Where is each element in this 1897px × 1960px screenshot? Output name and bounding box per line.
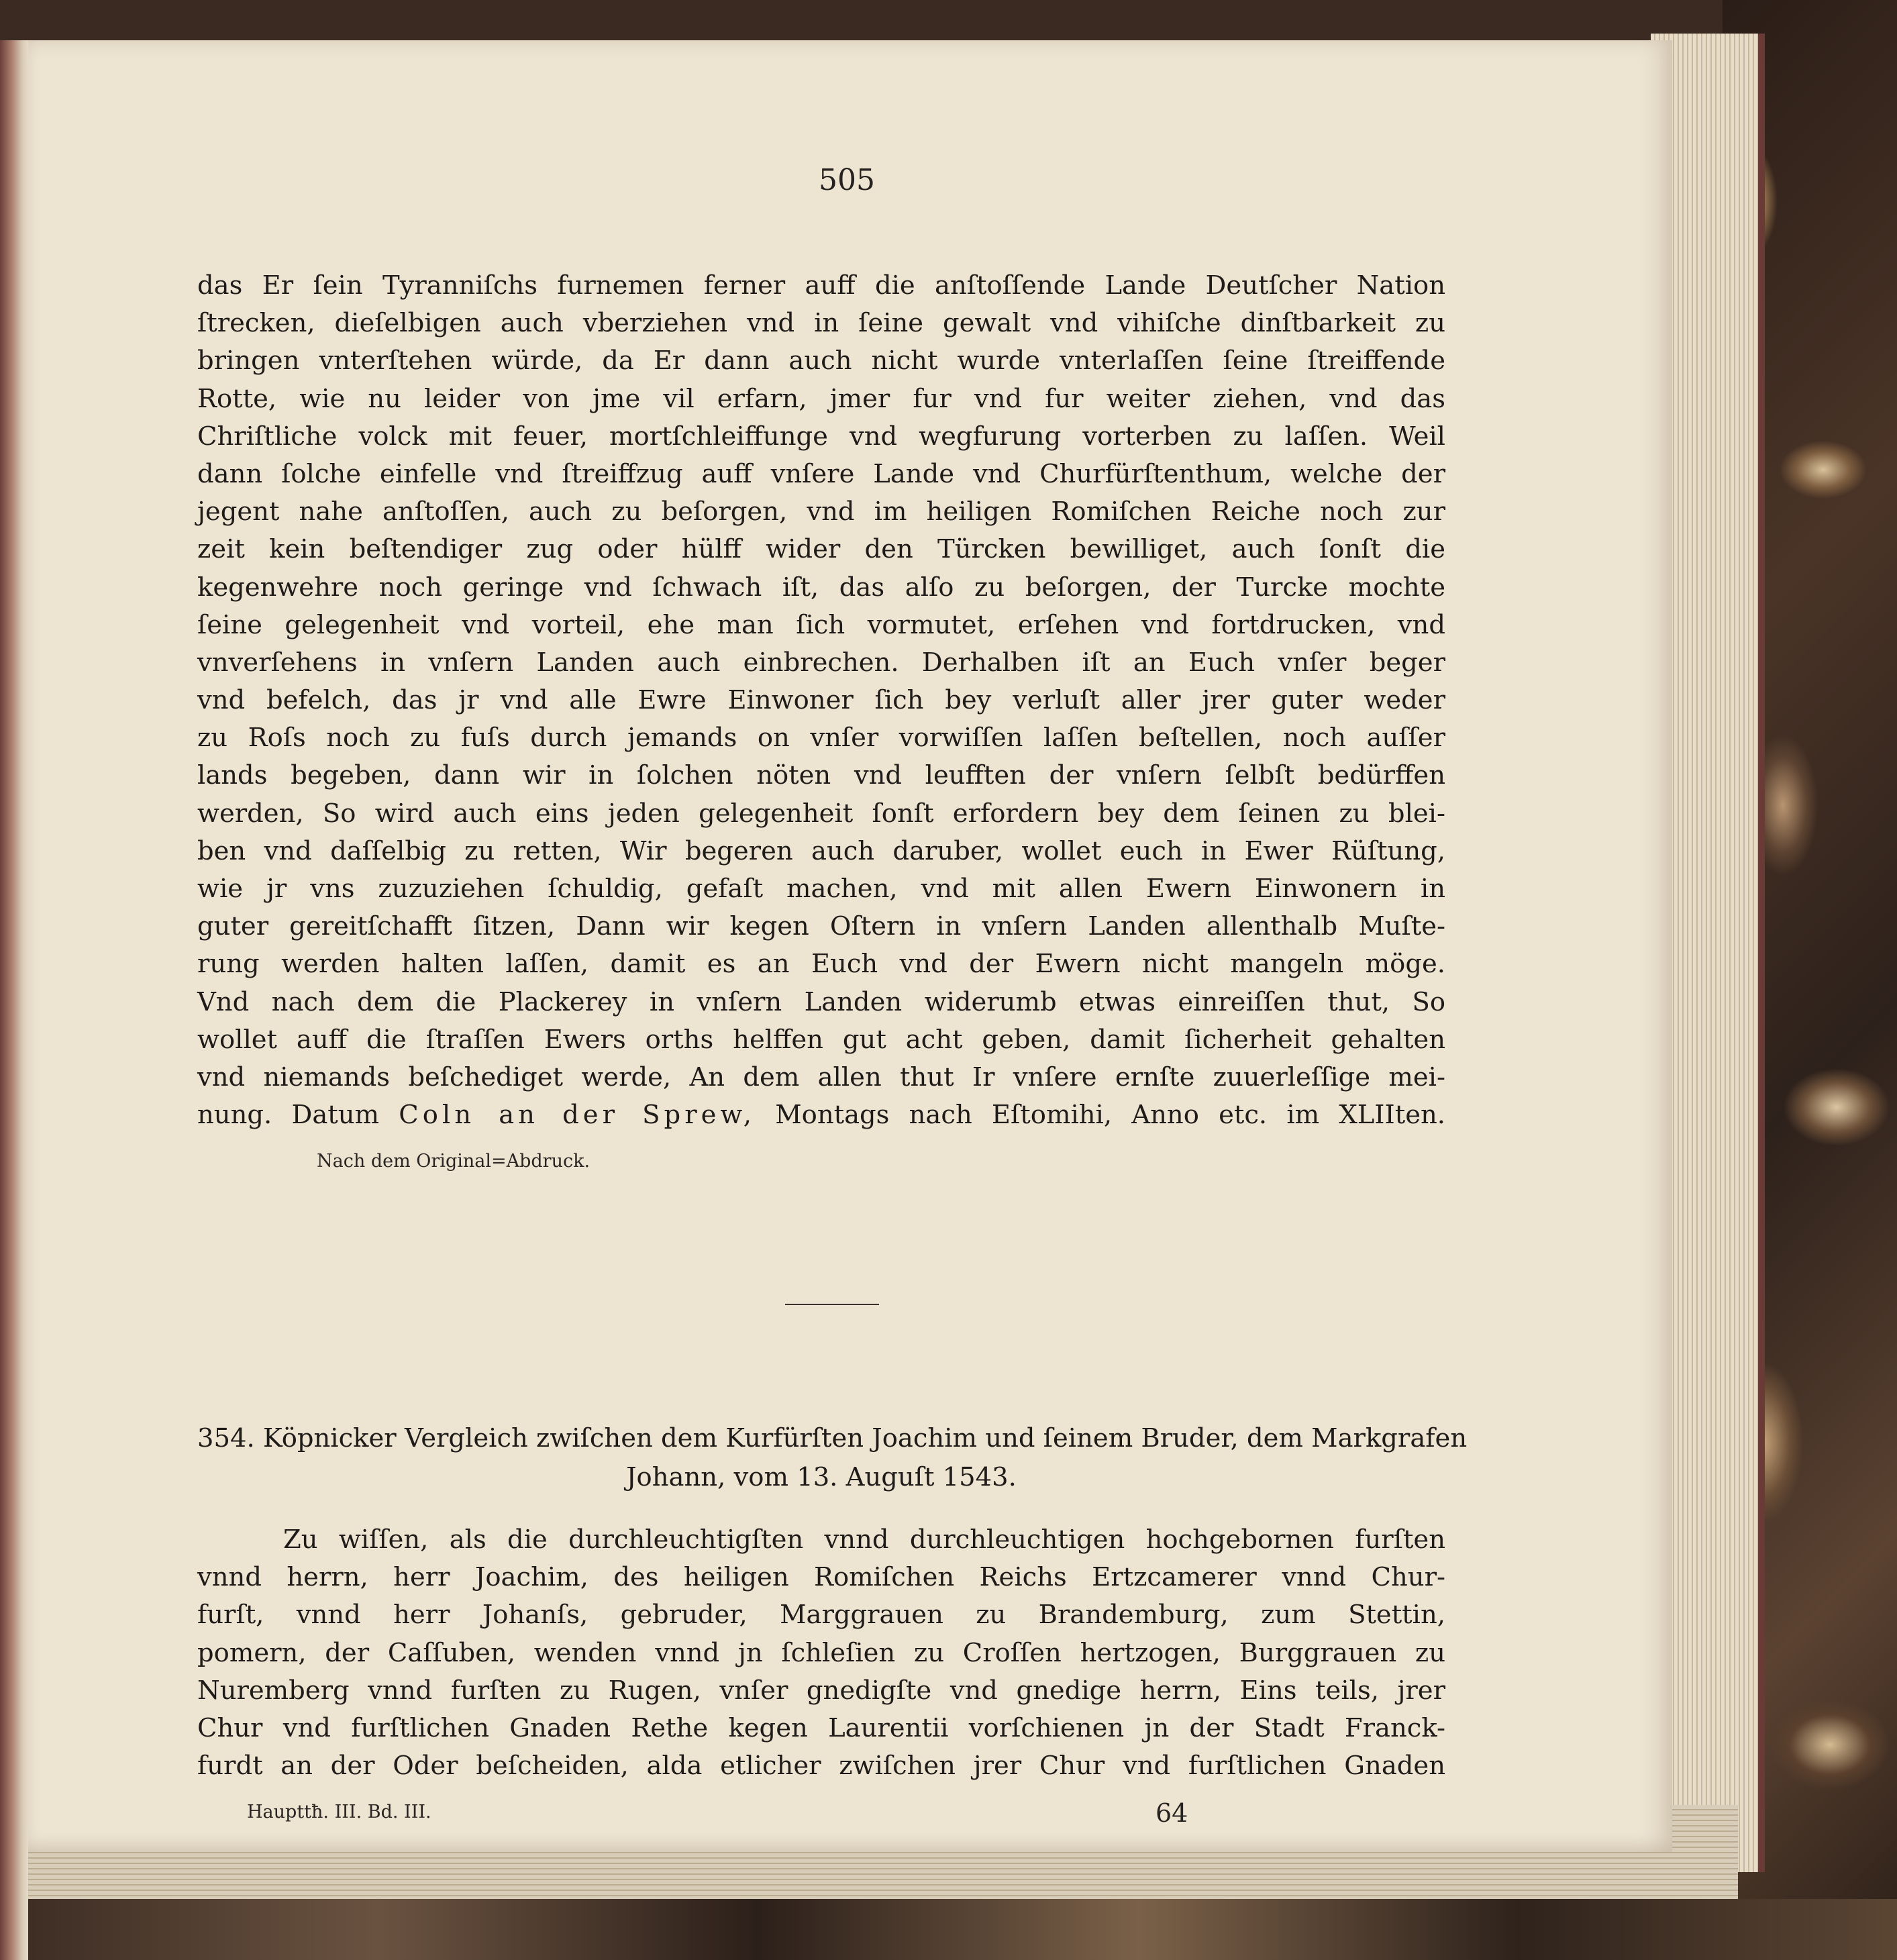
page-number: 505: [819, 163, 875, 197]
text-line: jegent nahe anſtoſſen, auch zu beſorgen, vnd im heiligen Romiſchen Reiche noch zur: [197, 497, 1445, 527]
paragraph-new-document: [197, 1521, 1445, 1785]
place-spaced: Coln an der Sprew,: [399, 1100, 756, 1131]
text-line: ben vnd daſſelbig zu retten, Wir begeren auch daruber, wollet euch in Ewer Rüſtung,: [197, 835, 1445, 866]
binding-edge: [0, 40, 28, 1960]
text-line: bringen vnterſtehen würde, da Er dann auch nicht wurde vnterlaſſen ſeine ſtreiffende: [197, 346, 1445, 376]
text-line: lands begeben, dann wir in ſolchen nöten vnd leufften der vnſern ſelbſt bedürffen: [197, 760, 1445, 791]
text-line-last: [197, 1096, 1445, 1134]
paragraph-continued: [197, 267, 1445, 1134]
section-separator: [785, 1304, 879, 1305]
document-heading: [197, 1419, 1468, 1497]
marbled-cover-bottom: [0, 1899, 1897, 1960]
heading-line-1: 354. Köpnicker Vergleich zwiſchen dem Kurfürſten Joachim und ſeinem Bruder, dem Markgrafen: [197, 1423, 1468, 1453]
footer-sheet-number: 64: [1156, 1798, 1188, 1828]
text-line: vnd niemands beſchediget werde, An dem allen thut Ir vnſere ernſte zuuerleſſige mei-: [197, 1062, 1445, 1092]
text-line: Nuremberg vnnd furſten zu Rugen, vnſer gnedigſte vnd gnedige herrn, Eins teils, jrer: [197, 1675, 1445, 1706]
last-line-start: nung. Datum: [197, 1100, 380, 1131]
text-line: Rotte, wie nu leider von jme vil erfarn, jmer fur vnd fur weiter ziehen, vnd das: [197, 383, 1445, 414]
text-line: wie jr vns zuzuziehen ſchuldig, gefaſt machen, vnd mit allen Ewern Einwonern in: [197, 874, 1445, 904]
text-line: rung werden halten laſſen, damit es an Euch vnd der Ewern nicht mangeln möge.: [197, 949, 1445, 980]
source-note: Nach dem Original=Abdruck.: [317, 1151, 591, 1172]
text-line: werden, So wird auch eins jeden gelegenheit ſonſt erfordern bey dem ſeinen zu blei-: [197, 798, 1445, 829]
text-line: kegenwehre noch geringe vnd ſchwach iſt, das alſo zu beſorgen, der Turcke mochte: [197, 572, 1445, 603]
text-line: ſeine gelegenheit vnd vorteil, ehe man ſich vormutet, erſehen vnd fortdrucken, vnd: [197, 609, 1445, 640]
text-line: zu Roſs noch zu fuſs durch jemands on vnſer vorwiſſen laſſen beſtellen, noch auſſer: [197, 723, 1445, 754]
text-line: Vnd nach dem die Plackerey in vnſern Landen widerumb etwas einreiſſen thut, So: [197, 986, 1445, 1017]
text-line: das Er ſein Tyranniſchs furnemen ferner auff die anſtoſſende Lande Deutſcher Nation: [197, 270, 1445, 301]
text-line: ſtrecken, dieſelbigen auch vberziehen vnd in ſeine gewalt vnd vihiſche dinſtbarkeit zu: [197, 308, 1445, 339]
text-line: furſt, vnnd herr Johanſs, gebruder, Marggrauen zu Brandemburg, zum Stettin,: [197, 1600, 1445, 1631]
text-line: dann ſolche einfelle vnd ſtreiffzug auff vnſere Lande vnd Churfürſtenthum, welche der: [197, 458, 1445, 489]
footer-signature: Haupttħ. III. Bd. III.: [247, 1802, 431, 1822]
text-line: zeit kein beſtendiger zug oder hülff wider den Türcken bewilliget, auch ſonſt die: [197, 534, 1445, 565]
text-line: Chriſtliche volck mit feuer, mortſchleiffunge vnd wegfurung vorterben zu laſſen. Weil: [197, 421, 1445, 452]
last-line-end: Montags nach Eſtomihi, Anno etc. im XLIIten.: [775, 1100, 1446, 1131]
text-line: furdt an der Oder beſcheiden, alda etlicher zwiſchen jrer Chur vnd furſtlichen Gnaden: [197, 1751, 1445, 1782]
text-line: Chur vnd furſtlichen Gnaden Rethe kegen Laurentii vorſchienen jn der Stadt Franck-: [197, 1712, 1445, 1743]
text-line: vnverſehens in vnſern Landen auch einbrechen. Derhalben iſt an Euch vnſer beger: [197, 647, 1445, 678]
text-line: guter gereitſchafft ſitzen, Dann wir kegen Oſtern in vnſern Landen allenthalb Muſte-: [197, 911, 1445, 942]
book-page: [28, 40, 1672, 1852]
heading-line-2: Johann, vom 13. Auguſt 1543.: [626, 1462, 1017, 1492]
text-line: vnnd herrn, herr Joachim, des heiligen Romiſchen Reichs Ertzcamerer vnnd Chur-: [197, 1562, 1445, 1593]
text-line: Zu wiſſen, als die durchleuchtigſten vnnd durchleuchtigen hochgebornen furſten: [283, 1525, 1445, 1555]
text-line: wollet auff die ſtraſſen Ewers orths helffen gut acht geben, damit ſicherheit gehalten: [197, 1024, 1445, 1055]
text-line: pomern, der Caſſuben, wenden vnnd jn ſchleſien zu Croſſen hertzogen, Burggrauen zu: [197, 1637, 1445, 1668]
text-line: vnd befelch, das jr vnd alle Ewre Einwoner ſich bey verluſt aller jrer guter weder: [197, 685, 1445, 716]
